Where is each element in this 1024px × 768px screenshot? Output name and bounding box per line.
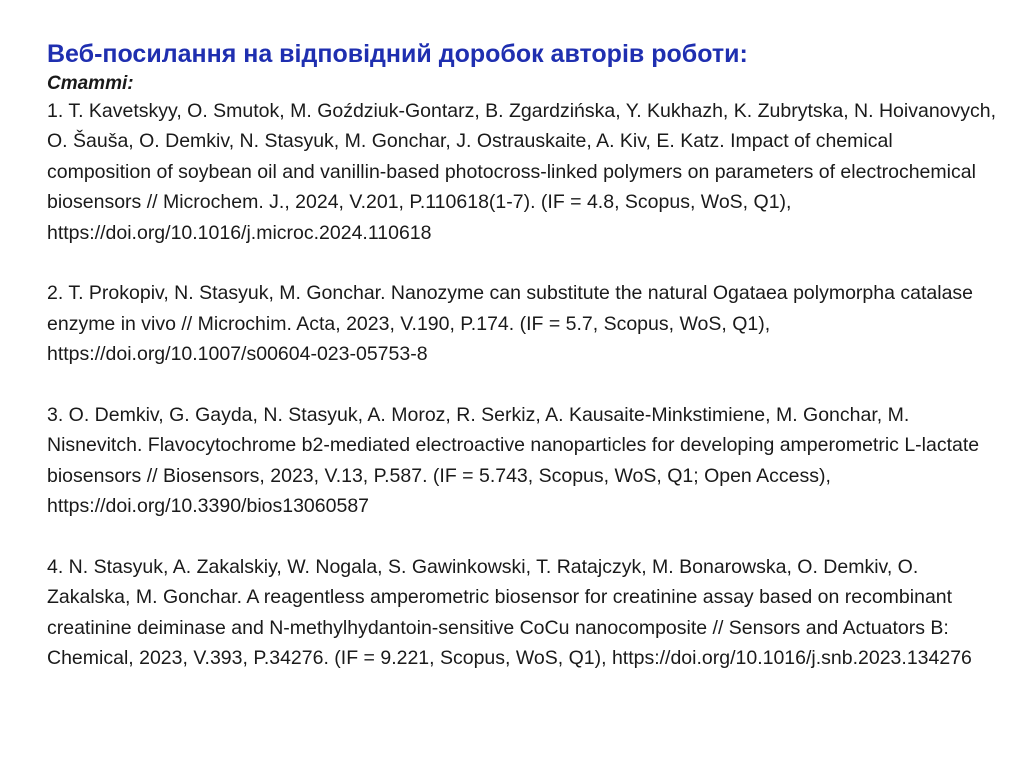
section-label: Статті:	[47, 73, 134, 94]
reference-item-1: 1. T. Kavetskyy, O. Smutok, M. Goździuk-Gontarz, B. Zgardzińska, Y. Kukhazh, K. Zubrytska, N. Hoivanovych, O. Šauša, O. Demkiv, N. Stasyuk, M. Gonchar, J. Ostrauskaite, A. Kiv, E. Katz. Impact of chemical composition of soybean oil and vanillin-based photocross-linked polymers on parameters of electrochemical biosensors // Microchem. J., 2024, V.201, P.110618(1-7). (IF = 4.8, Scopus, WoS, Q1), https://doi.org/10.1016/j.microc.2024.110618	[47, 100, 997, 244]
reference-item-2: 2. T. Prokopiv, N. Stasyuk, M. Gonchar. Nanozyme can substitute the natural Ogataea polymorpha catalase enzyme in vivo // Microchim. Acta, 2023, V.190, P.174. (IF = 5.7, Scopus, WoS, Q1), https://doi.org/10.1007/s00604-023-05753-8	[47, 282, 974, 366]
reference-item-3: 3. O. Demkiv, G. Gayda, N. Stasyuk, A. Moroz, R. Serkiz, A. Kausaite-Minkstimiene, M. Gonchar, M. Nisnevitch. Flavocytochrome b2-mediated electroactive nanoparticles for developing amperometric L-lactate biosensors // Biosensors, 2023, V.13, P.587. (IF = 5.743, Scopus, WoS, Q1; Open Access), https://doi.org/10.3390/bios13060587	[47, 404, 980, 518]
page-title: Веб-посилання на відповідний доробок авторів роботи:	[47, 40, 748, 68]
reference-item-4: 4. N. Stasyuk, A. Zakalskiy, W. Nogala, S. Gawinkowski, T. Ratajczyk, M. Bonarowska, O. Demkiv, O. Zakalska, M. Gonchar. A reagentless amperometric biosensor for creatinine assay based on recombinant creatinine deiminase and N-methylhydantoin-sensitive CoCu nanocomposite // Sensors and Actuators B: Chemical, 2023, V.393, P.34276. (IF = 9.221, Scopus, WoS, Q1), https://doi.org/10.1016/j.snb.2023.134276	[47, 556, 972, 670]
slide-content	[47, 36, 997, 674]
reference-list	[47, 96, 997, 674]
